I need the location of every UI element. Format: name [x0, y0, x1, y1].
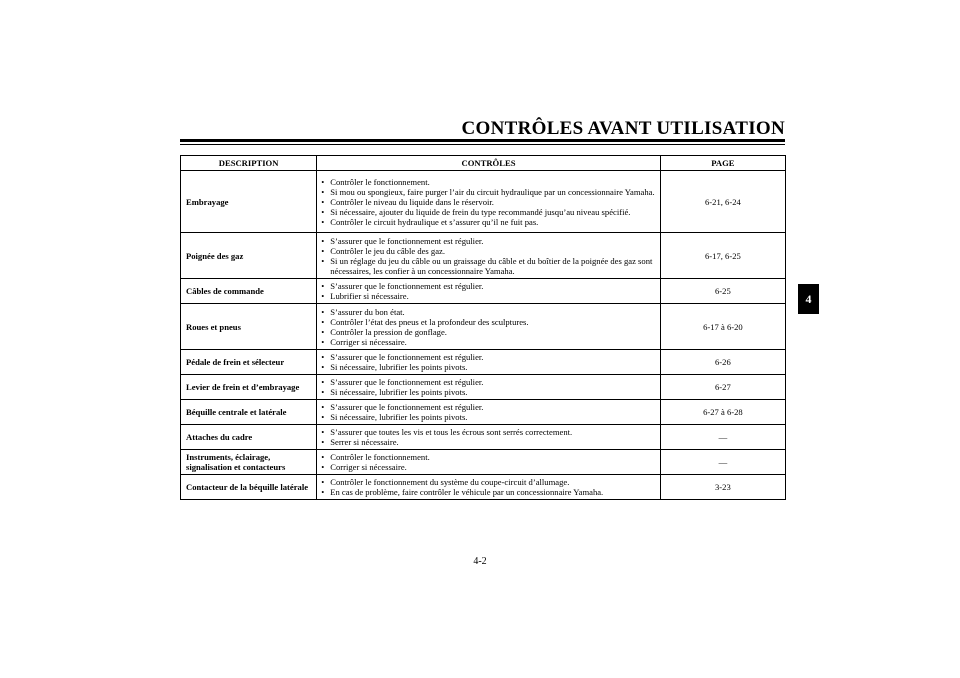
table-row — [181, 171, 786, 233]
check-item: • S’assurer que le fonctionnement est régulier. — [321, 377, 657, 387]
table-row — [181, 475, 786, 500]
check-item: • S’assurer que le fonctionnement est régulier. — [321, 402, 657, 412]
row-checks — [317, 475, 661, 500]
check-item: • Serrer si nécessaire. — [321, 437, 657, 447]
page-number: 4-2 — [473, 556, 487, 567]
row-description — [181, 279, 317, 304]
check-item: • Si nécessaire, lubrifier les points pivots. — [321, 412, 657, 422]
row-page-reference: — — [660, 425, 785, 450]
column-header-controls: CONTRÔLES — [317, 156, 661, 171]
table-row — [181, 400, 786, 425]
check-item: • Si nécessaire, lubrifier les points pivots. — [321, 387, 657, 397]
check-list — [321, 352, 657, 372]
table-row — [181, 450, 786, 475]
title-rule-thin — [180, 144, 785, 145]
check-item: • En cas de problème, faire contrôler le véhicule par un concessionnaire Yamaha. — [321, 487, 657, 497]
check-list — [321, 236, 657, 276]
description-line: Contacteur de la béquille latérale — [186, 482, 309, 492]
column-header-page: PAGE — [660, 156, 785, 171]
check-item: • Contrôler le niveau du liquide dans le réservoir. — [321, 197, 657, 207]
table-row — [181, 375, 786, 400]
row-description — [181, 425, 317, 450]
row-page-reference: 6-25 — [660, 279, 785, 304]
check-list — [321, 477, 657, 497]
row-description — [181, 233, 317, 279]
check-item: • S’assurer que le fonctionnement est régulier. — [321, 236, 657, 246]
check-item: • Corriger si nécessaire. — [321, 337, 657, 347]
row-checks — [317, 304, 661, 350]
check-item: • Contrôler le fonctionnement du système du coupe-circuit d’allumage. — [321, 477, 657, 487]
row-page-reference: 6-26 — [660, 350, 785, 375]
table-body — [181, 171, 786, 500]
table-row — [181, 233, 786, 279]
description-line: Béquille centrale et latérale — [186, 407, 287, 417]
description-line: Instruments, éclairage, — [186, 452, 271, 462]
check-item: • Si un réglage du jeu du câble ou un graissage du câble et du boîtier de la poignée des gaz sont nécessaires, les confier à un concessionnaire Yamaha. — [321, 256, 657, 276]
check-item: • S’assurer que le fonctionnement est régulier. — [321, 281, 657, 291]
table-row — [181, 350, 786, 375]
chapter-tab: 4 — [798, 284, 819, 314]
pre-operation-checks-table — [180, 155, 786, 500]
check-list — [321, 177, 657, 227]
check-item: • Contrôler l’état des pneus et la profondeur des sculptures. — [321, 317, 657, 327]
row-page-reference: 6-21, 6-24 — [660, 171, 785, 233]
check-list — [321, 452, 657, 472]
description-line: Roues et pneus — [186, 321, 241, 332]
check-item: • Si mou ou spongieux, faire purger l’air du circuit hydraulique par un concessionnaire Yamaha. — [321, 187, 657, 197]
check-list — [321, 427, 657, 447]
row-checks — [317, 233, 661, 279]
row-page-reference: 6-17, 6-25 — [660, 233, 785, 279]
description-line: Levier de frein et d’embrayage — [186, 382, 300, 392]
check-item: • Si nécessaire, ajouter du liquide de frein du type recommandé jusqu’au niveau spécifié. — [321, 207, 657, 217]
description-line: Câbles de commande — [186, 286, 264, 296]
check-item: • Contrôler le fonctionnement. — [321, 177, 657, 187]
description-line: Attaches du cadre — [186, 432, 253, 442]
check-item: • S’assurer que le fonctionnement est régulier. — [321, 352, 657, 362]
check-item: • S’assurer du bon état. — [321, 307, 657, 317]
page-title: CONTRÔLES AVANT UTILISATION — [461, 118, 785, 139]
row-checks — [317, 279, 661, 304]
description-line: Embrayage — [186, 196, 229, 207]
table-row — [181, 304, 786, 350]
title-rule-thick — [180, 139, 785, 142]
row-description — [181, 350, 317, 375]
row-page-reference: 3-23 — [660, 475, 785, 500]
row-page-reference: 6-27 à 6-28 — [660, 400, 785, 425]
check-item: • Lubrifier si nécessaire. — [321, 291, 657, 301]
row-checks — [317, 375, 661, 400]
check-list — [321, 402, 657, 422]
table-row — [181, 425, 786, 450]
row-page-reference: — — [660, 450, 785, 475]
row-description — [181, 475, 317, 500]
row-page-reference: 6-27 — [660, 375, 785, 400]
row-checks — [317, 450, 661, 475]
check-item: • Contrôler le jeu du câble des gaz. — [321, 246, 657, 256]
check-list — [321, 377, 657, 397]
row-description — [181, 171, 317, 233]
row-checks — [317, 400, 661, 425]
row-page-reference: 6-17 à 6-20 — [660, 304, 785, 350]
row-description — [181, 375, 317, 400]
check-item: • S’assurer que toutes les vis et tous les écrous sont serrés correctement. — [321, 427, 657, 437]
description-line: signalisation et contacteurs — [186, 462, 286, 472]
description-line: Pédale de frein et sélecteur — [186, 357, 285, 367]
check-item: • Contrôler le circuit hydraulique et s’assurer qu’il ne fuit pas. — [321, 217, 657, 227]
check-item: • Corriger si nécessaire. — [321, 462, 657, 472]
column-header-description: DESCRIPTION — [181, 156, 317, 171]
row-description — [181, 304, 317, 350]
check-item: • Contrôler le fonctionnement. — [321, 452, 657, 462]
check-list — [321, 307, 657, 347]
row-checks — [317, 171, 661, 233]
check-list — [321, 281, 657, 301]
row-description — [181, 400, 317, 425]
row-description — [181, 450, 317, 475]
table-row — [181, 279, 786, 304]
row-checks — [317, 425, 661, 450]
check-item: • Contrôler la pression de gonflage. — [321, 327, 657, 337]
table-header-row — [181, 156, 786, 171]
description-line: Poignée des gaz — [186, 250, 244, 261]
row-checks — [317, 350, 661, 375]
check-item: • Si nécessaire, lubrifier les points pivots. — [321, 362, 657, 372]
